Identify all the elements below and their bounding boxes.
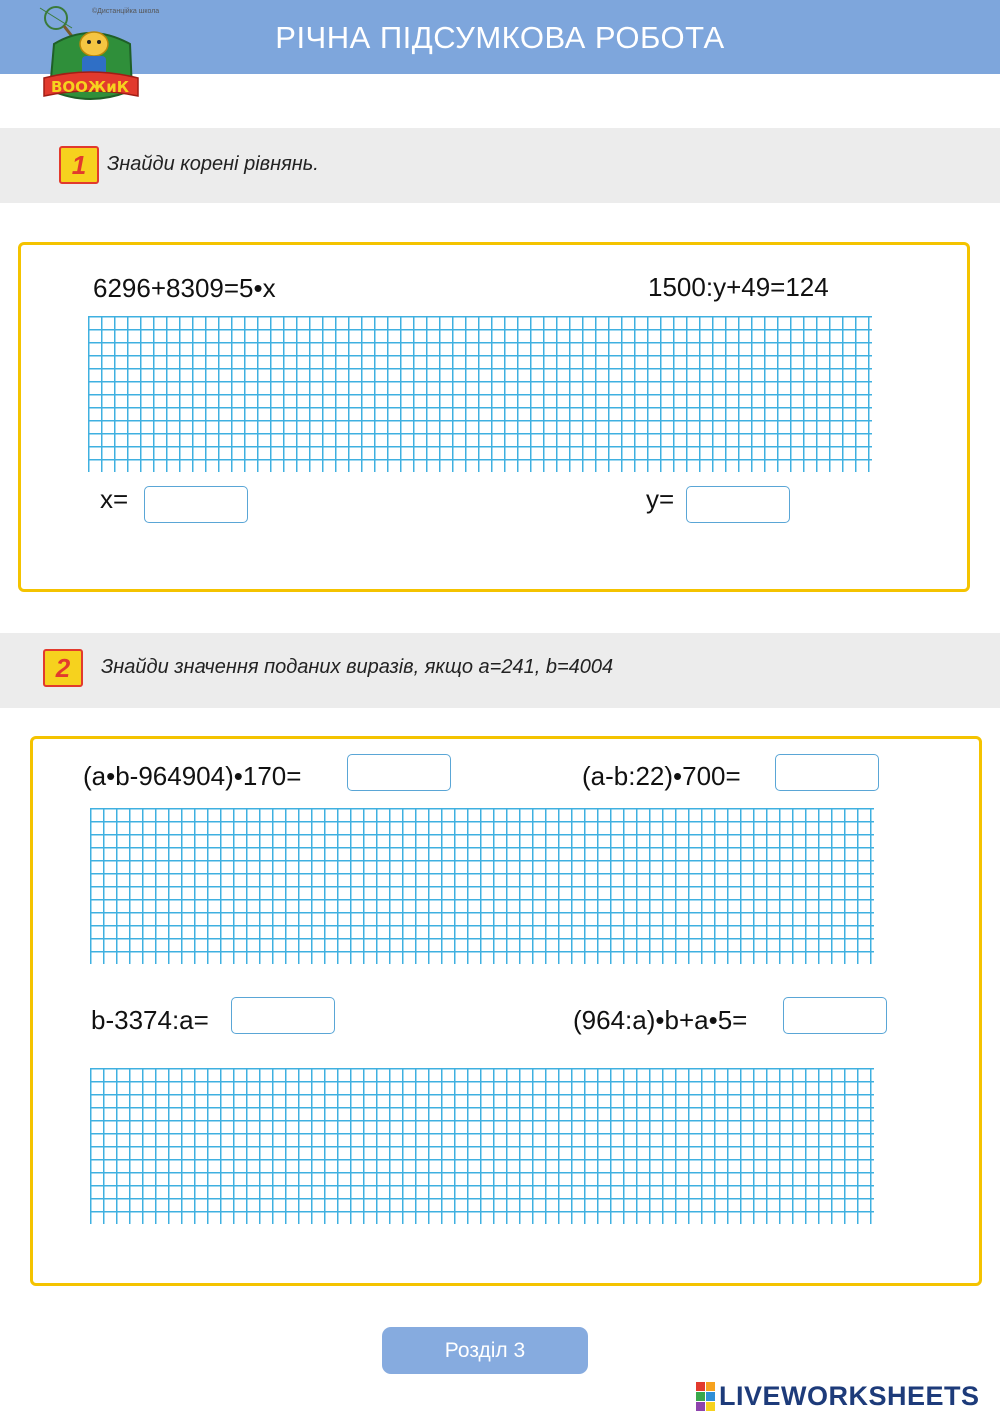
task1-equation-left: 6296+8309=5•x — [93, 273, 276, 303]
section-3-button[interactable]: Розділ 3 — [382, 1327, 588, 1374]
brand-squares-icon — [696, 1382, 715, 1411]
task2-expression-3: b-3374:a= — [91, 1005, 209, 1035]
task2-grid-bottom — [90, 1068, 874, 1224]
page-title: РІЧНА ПІДСУМКОВА РОБОТА — [275, 20, 725, 55]
logo-mascot-icon — [34, 4, 146, 114]
answer-label-y: y= — [646, 484, 675, 514]
answer-y-input[interactable] — [686, 486, 790, 523]
task1-bar — [0, 128, 1000, 203]
brand-wordmark: LIVEWORKSHEETS — [719, 1380, 980, 1411]
task2-expression-1: (a•b-964904)•170= — [83, 761, 302, 791]
bookik-logo — [34, 4, 160, 114]
task1-instruction: Знайди корені рівнянь. — [107, 153, 319, 175]
task2-grid-top — [90, 808, 874, 964]
answer-expr2-input[interactable] — [775, 754, 879, 791]
task1-equation-right: 1500:y+49=124 — [648, 272, 829, 302]
task2-bar — [0, 633, 1000, 708]
liveworksheets-brand — [696, 1381, 980, 1411]
task2-number-badge: 2 — [43, 649, 83, 687]
task1-grid — [88, 316, 872, 472]
task2-expression-2: (a-b:22)•700= — [582, 761, 741, 791]
answer-label-x: x= — [100, 484, 129, 514]
answer-expr1-input[interactable] — [347, 754, 451, 791]
answer-x-input[interactable] — [144, 486, 248, 523]
answer-expr3-input[interactable] — [231, 997, 335, 1034]
logo-credit: ©Дистанційка школа — [92, 8, 160, 15]
svg-text:ВООЖиК: ВООЖиК — [50, 78, 130, 96]
task2-expression-4: (964:a)•b+a•5= — [573, 1005, 748, 1035]
task1-number-badge: 1 — [59, 146, 99, 184]
task2-instruction: Знайди значення поданих виразів, якщо a=241, b=4004 — [101, 656, 614, 678]
answer-expr4-input[interactable] — [783, 997, 887, 1034]
